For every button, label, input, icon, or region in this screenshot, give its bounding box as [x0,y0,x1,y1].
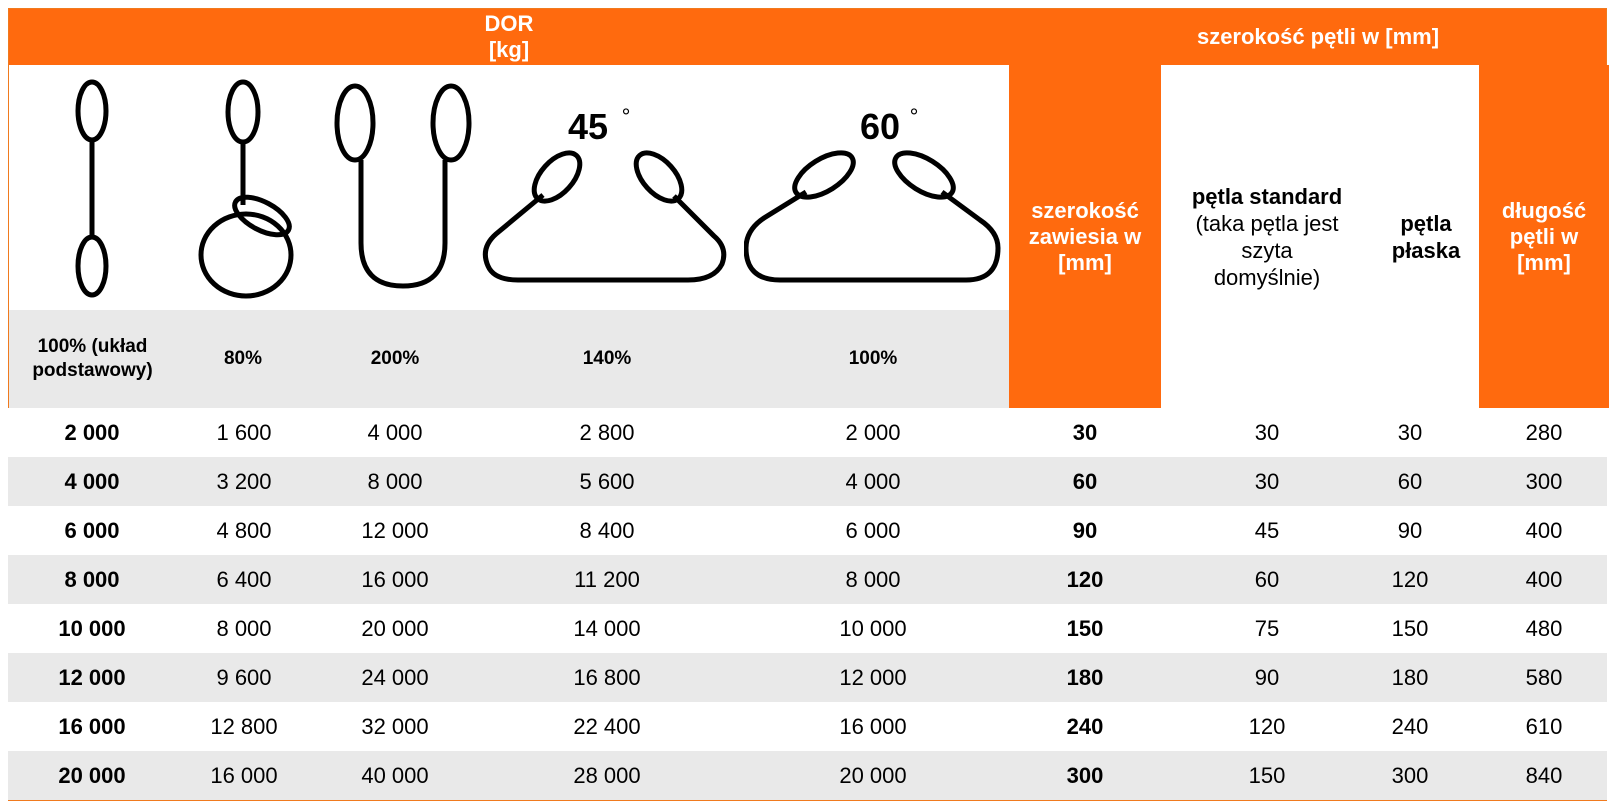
cell-basic: 20 000 [58,762,126,788]
cell-loop-length: 840 [1525,762,1563,788]
cell-loop-length: 610 [1525,713,1563,739]
loop-standard-note: (taka pętla jest szyta domyślnie) [1195,210,1339,290]
cell-loop-length: 400 [1525,517,1563,543]
cell-loop-standard: 30 [1254,468,1280,494]
cell-loop-length: 280 [1525,419,1563,445]
angle-60-degree: ° [909,104,919,129]
table-row [8,555,1607,604]
sling-width-header: szerokość zawiesia w [mm] [1009,65,1161,408]
angle-45-degree: ° [621,104,631,129]
cell-choke: 12 800 [210,713,278,739]
pct-choke: 80% [223,348,263,369]
cell-sling-width: 120 [1066,566,1104,592]
cell-choke: 3 200 [216,468,272,494]
pct-basket: 200% [370,348,420,369]
cell-deg60: 16 000 [839,713,907,739]
cell-deg60: 10 000 [839,615,907,641]
cell-sling-width: 90 [1072,517,1098,543]
choke-sling-icon [190,68,310,308]
basket-sling-icon [330,68,490,308]
cell-basket: 24 000 [361,664,429,690]
cell-loop-flat: 30 [1397,419,1423,445]
cell-basket: 12 000 [361,517,429,543]
cell-deg45: 8 400 [579,517,635,543]
cell-basic: 2 000 [64,419,120,445]
cell-basket: 4 000 [367,419,423,445]
cell-sling-width: 150 [1066,615,1104,641]
pct-45: 140% [582,348,632,369]
cell-sling-width: 300 [1066,762,1104,788]
loop-standard-header [1161,65,1373,408]
straight-sling-icon [62,68,122,308]
loop-flat-header: pętla płaska [1373,65,1479,408]
cell-deg45: 11 200 [574,566,640,592]
cell-loop-flat: 240 [1391,713,1429,739]
cell-sling-width: 240 [1066,713,1104,739]
cell-basic: 12 000 [58,664,126,690]
dor-unit: [kg] [488,37,530,62]
cell-basic: 10 000 [58,615,126,641]
dor-title: DOR [484,11,534,36]
cell-deg45: 28 000 [573,762,641,788]
cell-deg45: 22 400 [573,713,641,739]
cell-loop-flat: 90 [1397,517,1423,543]
table-row [8,751,1607,800]
sling-60-degree-icon [744,68,1004,308]
table-row [8,408,1607,457]
cell-deg45: 5 600 [579,468,635,494]
cell-sling-width: 60 [1072,468,1098,494]
cell-deg60: 12 000 [839,664,907,690]
cell-deg60: 8 000 [845,566,901,592]
cell-sling-width: 30 [1072,419,1098,445]
cell-basket: 32 000 [361,713,429,739]
cell-loop-length: 480 [1525,615,1563,641]
cell-loop-standard: 30 [1254,419,1280,445]
cell-sling-width: 180 [1066,664,1104,690]
cell-deg45: 16 800 [573,664,641,690]
loop-width-header: szerokość pętli w [mm] [1196,24,1440,49]
loop-length-header: długość pętli w [mm] [1479,65,1609,408]
pct-60: 100% [848,348,898,369]
loop-standard-title: pętla standard [1191,183,1343,209]
cell-deg60: 20 000 [839,762,907,788]
cell-choke: 9 600 [216,664,272,690]
cell-loop-standard: 90 [1254,664,1280,690]
cell-basic: 16 000 [58,713,126,739]
cell-choke: 6 400 [216,566,272,592]
cell-loop-length: 400 [1525,566,1563,592]
table-row [8,653,1607,702]
cell-loop-flat: 180 [1391,664,1429,690]
sling-45-degree-icon [478,68,738,308]
cell-loop-standard: 60 [1254,566,1280,592]
cell-basic: 8 000 [64,566,120,592]
cell-choke: 4 800 [216,517,272,543]
cell-loop-standard: 120 [1248,713,1286,739]
cell-basket: 40 000 [361,762,429,788]
angle-45-label: 45 [567,106,609,147]
cell-deg60: 4 000 [845,468,901,494]
cell-loop-length: 300 [1525,468,1563,494]
cell-loop-flat: 60 [1397,468,1423,494]
cell-basket: 8 000 [367,468,423,494]
dor-header [9,9,1009,65]
cell-choke: 16 000 [210,762,278,788]
cell-basic: 4 000 [64,468,120,494]
cell-basic: 6 000 [64,517,120,543]
cell-choke: 8 000 [216,615,272,641]
cell-deg45: 14 000 [573,615,641,641]
pct-basic: 100% (układ podstawowy) [32,336,153,381]
table-row [8,702,1607,751]
cell-deg45: 2 800 [579,419,635,445]
cell-deg60: 2 000 [845,419,901,445]
table-row [8,604,1607,653]
cell-loop-standard: 75 [1254,615,1280,641]
cell-loop-flat: 120 [1391,566,1429,592]
table-row [8,506,1607,555]
angle-60-label: 60 [859,106,901,147]
table-row [8,457,1607,506]
cell-loop-length: 580 [1525,664,1563,690]
cell-basket: 16 000 [361,566,429,592]
cell-basket: 20 000 [361,615,429,641]
cell-loop-standard: 45 [1254,517,1280,543]
cell-loop-standard: 150 [1248,762,1286,788]
cell-loop-flat: 150 [1391,615,1429,641]
cell-loop-flat: 300 [1391,762,1429,788]
cell-deg60: 6 000 [845,517,901,543]
cell-choke: 1 600 [216,419,272,445]
